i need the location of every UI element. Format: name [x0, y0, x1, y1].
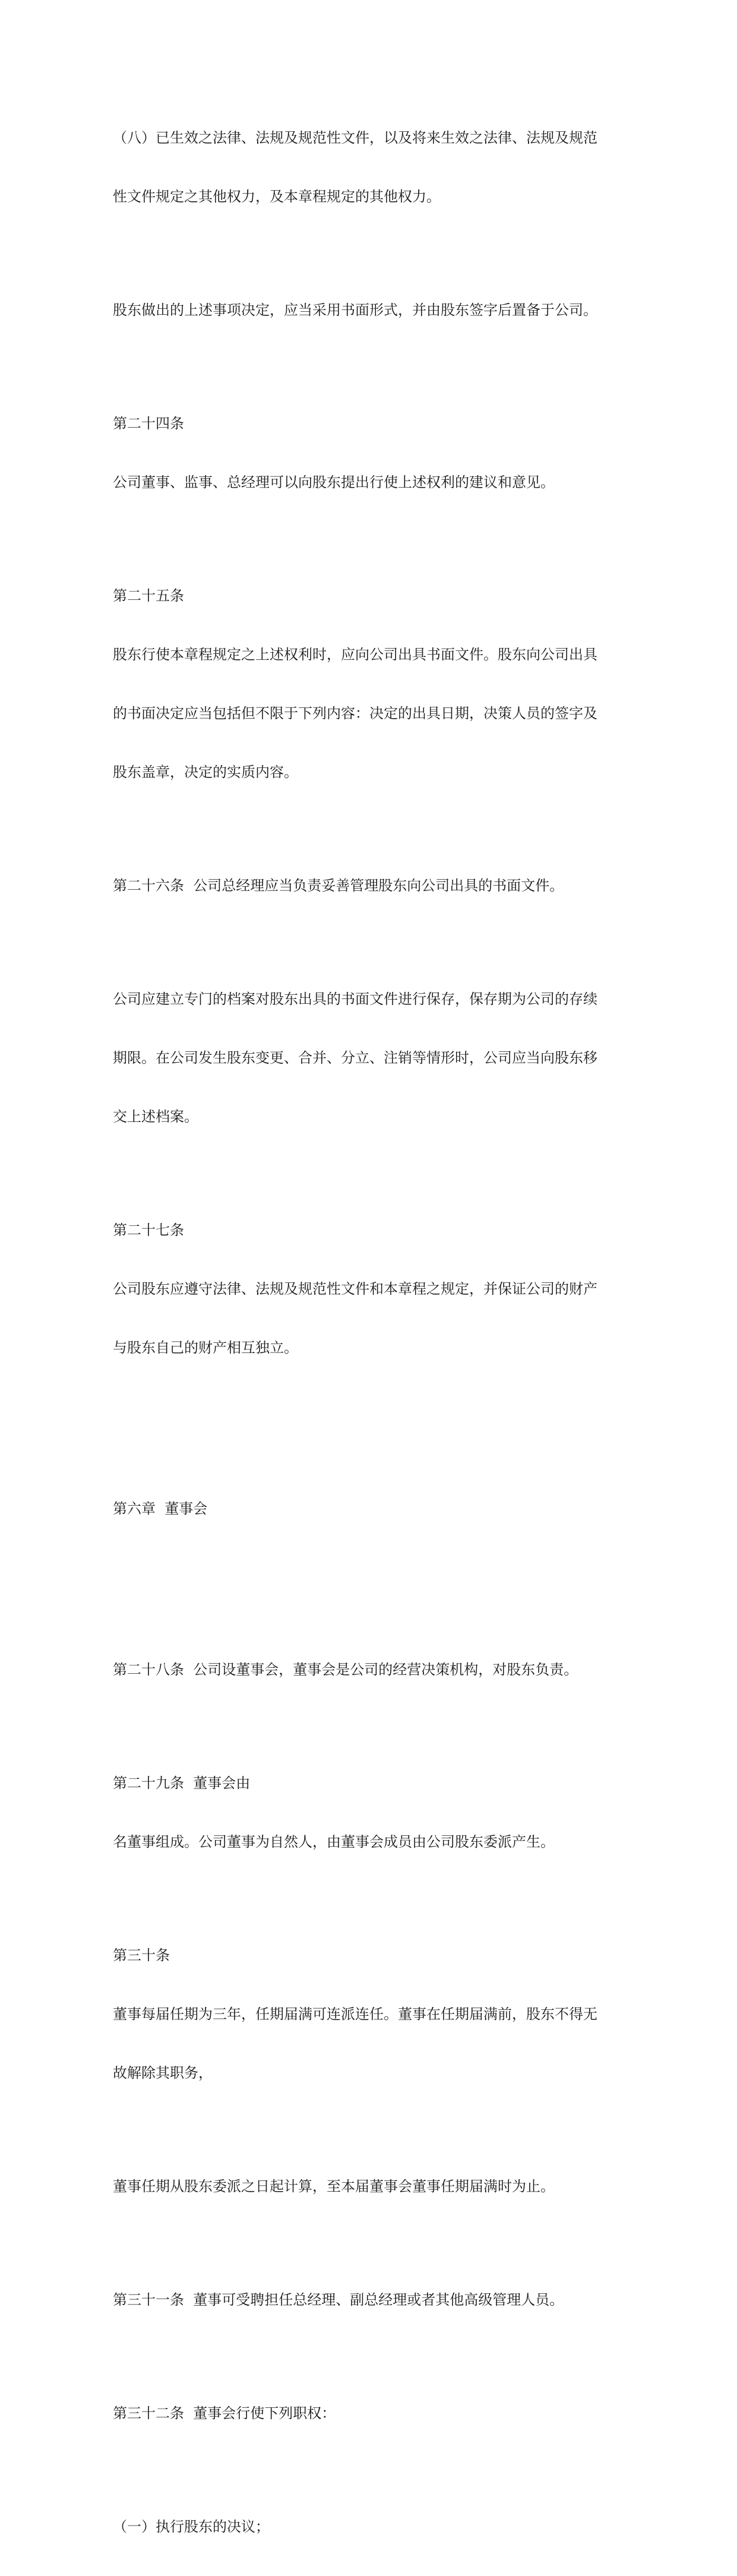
text-line: 名董事组成。公司董事为自然人，由董事会成员由公司股东委派产生。 — [113, 1834, 555, 1850]
text-line: 董事每届任期为三年，任期届满可连派连任。董事在任期届满前，股东不得无 — [113, 2006, 597, 2022]
text-line: 期限。在公司发生股东变更、合并、分立、注销等情形时，公司应当向股东移 — [113, 1050, 597, 1066]
article-29 — [113, 1734, 624, 1891]
article-heading: 第二十七条 — [113, 1222, 184, 1238]
text-line: 的书面决定应当包括但不限于下列内容：决定的出具日期，决策人员的签字及 — [113, 705, 597, 722]
article-25 — [113, 547, 624, 821]
article-27 — [113, 1181, 624, 1397]
text-line: 股东做出的上述事项决定，应当采用书面形式，并由股东签字后置备于公司。 — [113, 302, 597, 318]
chapter-6-heading — [113, 1460, 624, 1558]
text-line: 公司应建立专门的档案对股东出具的书面文件进行保存，保存期为公司的存续 — [113, 991, 597, 1007]
article-heading: 第二十五条 — [113, 587, 184, 604]
text-line: 公司股东应遵守法律、法规及规范性文件和本章程之规定，并保证公司的财产 — [113, 1281, 597, 1297]
article-24 — [113, 375, 624, 532]
article-heading: 第三十条 — [113, 1947, 170, 1964]
text-line: 第二十六条 公司总经理应当负责妥善管理股东向公司出具的书面文件。 — [113, 877, 564, 894]
article-heading: 第二十四条 — [113, 415, 184, 432]
text-line: 与股东自己的财产相互独立。 — [113, 1339, 298, 1356]
text-line: 交上述档案。 — [113, 1108, 198, 1125]
paragraph-item-8-powers — [113, 89, 624, 246]
article-32 — [113, 2365, 624, 2463]
text-line: 公司董事、监事、总经理可以向股东提出行使上述权利的建议和意见。 — [113, 474, 555, 491]
text-line: 性文件规定之其他权力，及本章程规定的其他权力。 — [113, 188, 441, 205]
paragraph-shareholder-decision-form — [113, 261, 624, 359]
text-line: 第二十九条 董事会由 — [113, 1775, 251, 1791]
article-28 — [113, 1621, 624, 1719]
chapter-title: 第六章 董事会 — [113, 1500, 208, 1517]
text-line: 股东行使本章程规定之上述权利时，应向公司出具书面文件。股东向公司出具 — [113, 646, 597, 663]
text-line: 第二十八条 公司设董事会，董事会是公司的经营决策机构，对股东负责。 — [113, 1661, 578, 1678]
text-line: 股东盖章，决定的实质内容。 — [113, 764, 298, 780]
text-line: （一）执行股东的决议； — [113, 2518, 270, 2535]
text-line: （八）已生效之法律、法规及规范性文件，以及将来生效之法律、法规及规范 — [113, 129, 597, 146]
text-line: 董事任期从股东委派之日起计算，至本届董事会董事任期届满时为止。 — [113, 2178, 555, 2195]
document-page — [113, 89, 624, 2576]
list-item-1 — [113, 2478, 624, 2576]
article-26 — [113, 837, 624, 935]
text-line: 故解除其职务， — [113, 2065, 213, 2081]
paragraph-archive — [113, 950, 624, 1166]
paragraph-director-term — [113, 2138, 624, 2236]
article-30 — [113, 1907, 624, 2122]
article-31 — [113, 2251, 624, 2349]
text-line: 第三十二条 董事会行使下列职权： — [113, 2405, 336, 2422]
text-line: 第三十一条 董事可受聘担任总经理、副总经理或者其他高级管理人员。 — [113, 2291, 564, 2308]
